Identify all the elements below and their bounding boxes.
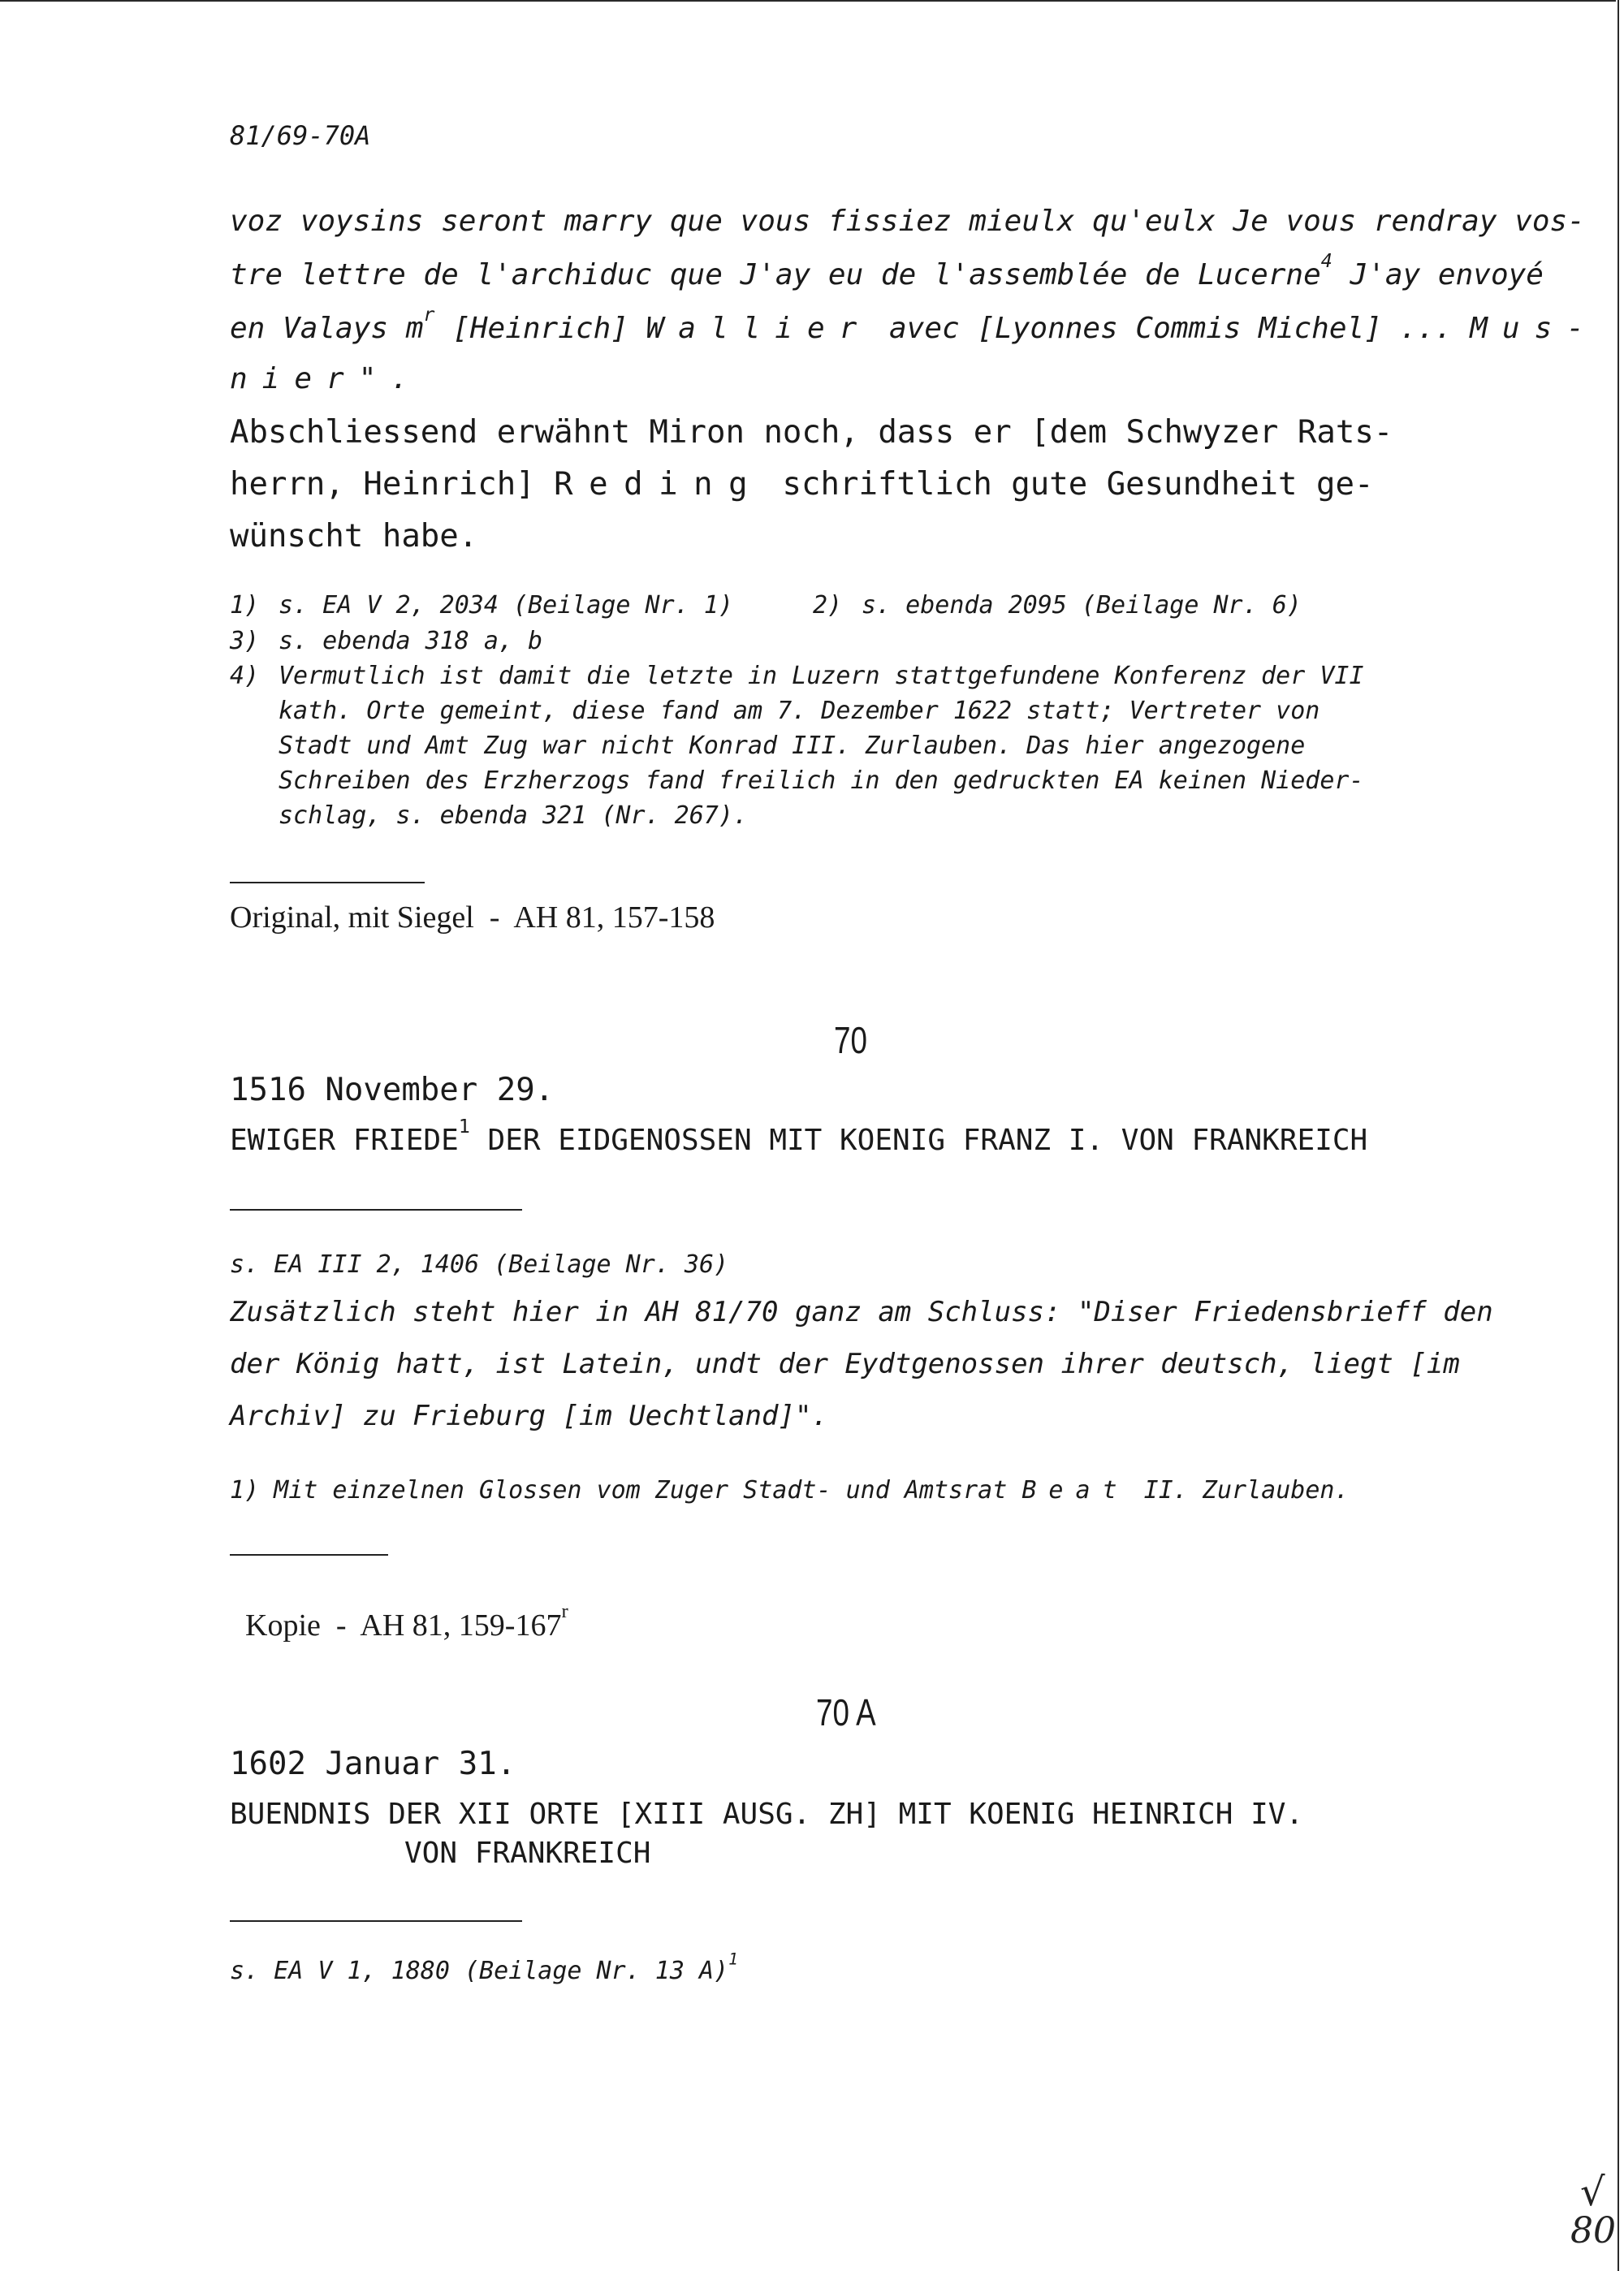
section-70-date: 1516 November 29. [230, 1072, 555, 1108]
quote-line-3 [230, 302, 1599, 345]
top-edge-line [0, 0, 1616, 2]
footnote-3 [230, 627, 542, 655]
quote-line-2 [230, 248, 1544, 291]
quote-line-2-text: tre lettre de l'archiduc que J'ay eu de l'assemblée de Lucerne [230, 258, 1321, 291]
section-70-source [230, 1572, 568, 1643]
separator-rule-4 [230, 1920, 522, 1922]
footnote-4-line-3: Stadt und Amt Zug war nicht Konrad III. Zurlauben. Das hier angezogene [279, 732, 1306, 760]
footnote-3-number: 3) [230, 627, 260, 655]
section-70-footnote [230, 1476, 1350, 1505]
footnote-4-line-4: Schreiben des Erzherzogs fand freilich in den gedruckten EA keinen Nieder- [279, 766, 1364, 795]
para-line-2 [230, 466, 1373, 503]
separator-rule-1 [230, 882, 425, 883]
footnote-4 [230, 662, 1364, 690]
check-mark: √ [1580, 2170, 1605, 2215]
footnote-ref-4: 4 [1320, 248, 1332, 272]
section-70a-date: 1602 Januar 31. [230, 1746, 516, 1782]
section-70-title [230, 1114, 1368, 1157]
handwritten-page-number: 80 [1570, 2210, 1616, 2252]
para-line-3: wünscht habe. [230, 518, 478, 555]
section-70-title-a: EWIGER FRIEDE [230, 1124, 459, 1157]
section-number-70: 70 [834, 1019, 867, 1061]
quote-line-3-text: en Valays m [230, 312, 424, 345]
section-70-ref: s. EA III 2, 1406 (Beilage Nr. 36) [230, 1250, 729, 1279]
separator-rule-2 [230, 1209, 522, 1211]
quote-line-3-mid: avec [Lyonnes Commis Michel] ... [871, 312, 1471, 345]
footnote-1-text: s. EA V 2, 2034 (Beilage Nr. 1) [279, 591, 733, 620]
section-70a-ref-text: s. EA V 1, 1880 (Beilage Nr. 13 A) [230, 1957, 729, 1985]
section-70-source-text: Kopie - AH 81, 159-167 [245, 1608, 562, 1643]
spaced-name-musnier: Mus- [1470, 312, 1599, 345]
footnote-1-number: 1) [230, 591, 260, 620]
footnote-2-text: s. ebenda 2095 (Beilage Nr. 6) [861, 591, 1302, 620]
footnote-3-text: s. ebenda 318 a, b [279, 627, 543, 655]
section-70-footnote-a: 1) Mit einzelnen Glossen vom Zuger Stadt- und Amtsrat [230, 1476, 1022, 1505]
superscript-r-2: r [561, 1600, 568, 1622]
footnote-1-2 [230, 591, 1302, 620]
quote-line-1: voz voysins seront marry que vous fissiez mieulx qu'eulx Je vous rendray vos- [230, 205, 1585, 238]
document-reference: 81/69-70A [230, 120, 371, 151]
section-70-note-1: Zusätzlich steht hier in AH 81/70 ganz am Schluss: "Diser Friedensbrieff den [230, 1296, 1493, 1328]
footnote-2-number: 2) [812, 591, 843, 620]
para-line-1: Abschliessend erwähnt Miron noch, dass er [dem Schwyzer Rats- [230, 414, 1393, 451]
section-70a-title-1: BUENDNIS DER XII ORTE [XIII AUSG. ZH] MIT KOENIG HEINRICH IV. [230, 1798, 1304, 1831]
spaced-name-reding: Reding [554, 466, 764, 503]
section-70-note-2: der König hatt, ist Latein, undt der Eydtgenossen ihrer deutsch, liegt [im [230, 1348, 1460, 1380]
section-70a-ref [230, 1949, 738, 1985]
section-70a-title-2: VON FRANKREICH [404, 1837, 651, 1870]
quote-line-3-heinrich: [Heinrich] [434, 312, 646, 345]
footnote-ref-1: 1 [458, 1114, 470, 1138]
source-line-1: Original, mit Siegel - AH 81, 157-158 [230, 900, 715, 935]
footnote-4-number: 4) [230, 662, 260, 690]
footnote-4-text-1: Vermutlich ist damit die letzte in Luzern stattgefundene Konferenz der VII [279, 662, 1364, 690]
quote-line-2-text-end: J'ay envoyé [1332, 258, 1544, 291]
section-70-title-b: DER EIDGENOSSEN MIT KOENIG FRANZ I. VON FRANKREICH [469, 1124, 1368, 1157]
footnote-4-line-5: schlag, s. ebenda 321 (Nr. 267). [279, 801, 748, 830]
footnote-4-line-2: kath. Orte gemeint, diese fand am 7. Dezember 1622 statt; Vertreter von [279, 697, 1320, 725]
footnote-ref-1b: 1 [728, 1949, 738, 1969]
superscript-r: r [423, 302, 435, 326]
section-70-note-3: Archiv] zu Frieburg [im Uechtland]". [230, 1400, 828, 1432]
spaced-name-beat: Beat [1021, 1476, 1129, 1505]
section-number-70a: 70 A [816, 1691, 876, 1733]
para-line-2-end: schriftlich gute Gesundheit ge- [763, 466, 1374, 503]
para-line-2-text: herrn, Heinrich] [230, 466, 555, 503]
separator-rule-3 [230, 1554, 388, 1556]
spaced-name-wallier: Wallier [646, 312, 872, 345]
right-edge-line [1618, 0, 1619, 2271]
section-70-footnote-c: II. Zurlauben. [1129, 1476, 1350, 1505]
quote-line-4: nier". [230, 362, 424, 395]
